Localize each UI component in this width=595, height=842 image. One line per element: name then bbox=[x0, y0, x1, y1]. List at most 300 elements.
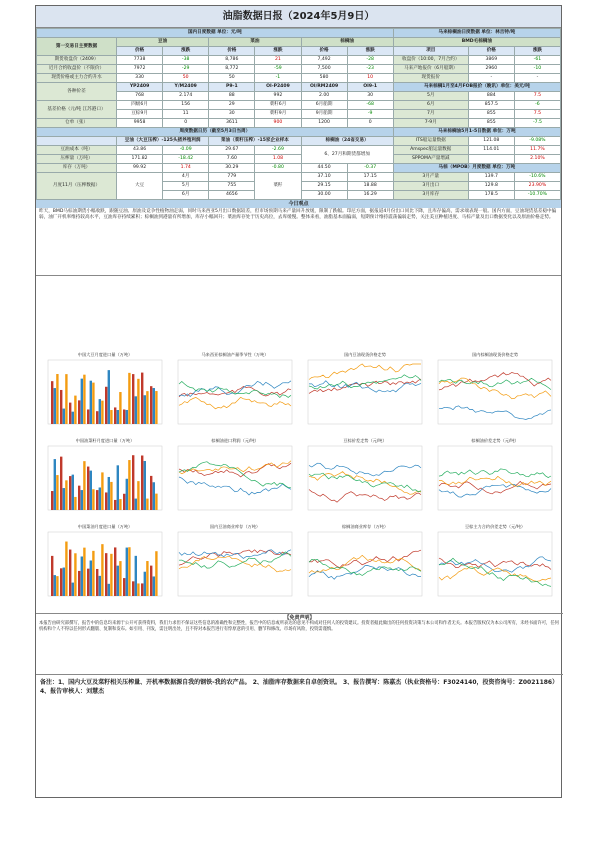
bar-mark bbox=[72, 412, 74, 424]
row-label: SPPOMA产量增减 bbox=[393, 155, 468, 164]
bar-mark bbox=[65, 374, 67, 424]
plot-frame bbox=[178, 532, 292, 596]
bar-mark bbox=[126, 410, 128, 424]
cell: 178.5 bbox=[468, 191, 514, 200]
weekly-col: 豆油（大豆压榨）-125头猪养殖利润 bbox=[117, 137, 209, 146]
col-change: 涨跌 bbox=[347, 47, 393, 56]
bar-mark bbox=[54, 459, 56, 510]
cell: 30.29 bbox=[209, 164, 255, 173]
bar-mark bbox=[114, 407, 116, 424]
bar-mark bbox=[96, 569, 98, 596]
weekly-header: 周度数据日历（截至5月3日当周） bbox=[37, 128, 394, 137]
cell: 11.7% bbox=[514, 146, 560, 155]
bar-mark bbox=[146, 391, 148, 424]
cell: -7.5 bbox=[514, 119, 560, 128]
cell: 7972 bbox=[117, 65, 163, 74]
row-label: 期货收盘价（2409） bbox=[37, 56, 117, 65]
cell: - bbox=[468, 74, 514, 83]
bar-mark bbox=[56, 576, 58, 596]
bar-mark bbox=[56, 475, 58, 510]
chart-title: 国内棕榈油现货价格走势 bbox=[471, 352, 519, 357]
chart-plot bbox=[170, 358, 296, 432]
series-line bbox=[439, 469, 551, 478]
cell: 1.74 bbox=[163, 164, 209, 173]
row-label: 压榨量（万吨） bbox=[37, 155, 117, 164]
chart-title: 中国大豆月度进口量（万吨） bbox=[77, 352, 133, 357]
cell: 779 bbox=[209, 173, 255, 182]
cell: 855 bbox=[468, 110, 514, 119]
bar-mark bbox=[74, 553, 76, 596]
cell: 7.5 bbox=[514, 92, 560, 101]
row-label: 3月产量 bbox=[393, 173, 468, 182]
chart-panel bbox=[300, 437, 430, 521]
bar-mark bbox=[141, 456, 143, 511]
cell: 2.00 bbox=[301, 92, 347, 101]
chart-panel bbox=[300, 523, 430, 607]
bar-mark bbox=[132, 374, 134, 424]
chart-plot bbox=[40, 530, 166, 604]
series-line bbox=[309, 490, 421, 503]
cell: 43.86 bbox=[117, 146, 163, 155]
cell: 30.00 bbox=[301, 191, 347, 200]
group-bmd: BMD毛棕榈油 bbox=[393, 38, 560, 47]
cell: 四级6月 bbox=[117, 101, 163, 110]
output-label: 月度11月（压榨数据） bbox=[37, 173, 117, 200]
cell: -0.37 bbox=[347, 164, 393, 173]
cell: 768 bbox=[117, 92, 163, 101]
bar-mark bbox=[69, 403, 71, 424]
cell: 10 bbox=[347, 74, 393, 83]
chart-plot bbox=[40, 358, 166, 432]
bar-mark bbox=[99, 399, 101, 424]
bar-mark bbox=[78, 486, 80, 510]
cell: -10.6% bbox=[514, 173, 560, 182]
report-page bbox=[35, 5, 562, 798]
cell: 30 bbox=[347, 92, 393, 101]
group-palm: 棕榈油 bbox=[301, 38, 393, 47]
chart-panel bbox=[170, 523, 300, 607]
row-label: 7月 bbox=[393, 110, 468, 119]
bar-mark bbox=[99, 576, 101, 596]
plot-frame bbox=[438, 360, 552, 424]
bar-mark bbox=[119, 392, 121, 424]
cell: 900 bbox=[255, 119, 301, 128]
bar-mark bbox=[119, 499, 121, 510]
series-line bbox=[309, 472, 421, 495]
cell: 129.8 bbox=[468, 182, 514, 191]
col-price: 价格 bbox=[117, 47, 163, 56]
bar-mark bbox=[141, 373, 143, 424]
cell: 18.88 bbox=[347, 182, 393, 191]
cell: 3869 bbox=[468, 56, 514, 65]
bar-mark bbox=[155, 494, 157, 510]
bar-mark bbox=[101, 544, 103, 596]
cell: 豆棕9月 bbox=[117, 110, 163, 119]
bar-mark bbox=[87, 467, 89, 510]
series-line bbox=[179, 397, 291, 409]
row-label: 豆油成本（吨） bbox=[37, 146, 117, 155]
bar-mark bbox=[51, 491, 53, 510]
cell: 330 bbox=[117, 74, 163, 83]
bar-mark bbox=[128, 373, 130, 424]
cell: 99.92 bbox=[117, 164, 163, 173]
cell: -0.09 bbox=[163, 146, 209, 155]
malaysia-header: 马来棕榈油日度数据 单位：林吉特/吨 bbox=[393, 29, 560, 38]
chart-plot bbox=[430, 530, 556, 604]
bar-mark bbox=[117, 566, 119, 596]
row-label: 现货价格或主力合约升水 bbox=[37, 74, 117, 83]
row-label: 仓单（张） bbox=[37, 119, 117, 128]
row-label: 现货报价 bbox=[393, 74, 468, 83]
bar-mark bbox=[126, 548, 128, 596]
bar-mark bbox=[117, 465, 119, 510]
cell: 7,492 bbox=[301, 56, 347, 65]
cell: 23.90% bbox=[514, 182, 560, 191]
chart-title: 豆棕主力合约价差走势（元/吨） bbox=[464, 524, 526, 529]
bar-mark bbox=[54, 388, 56, 424]
footer-line1: 备注：1、国内大豆及菜籽相关压榨量、开机率数据源自我的钢铁-我的农产品。 2、油脂库存数据来自卓创资讯。 3、报告撰写：陈嘉杰（执业资格号：F3024140，投资咨询号：Z0021186） bbox=[40, 679, 559, 686]
cell: 16.29 bbox=[347, 191, 393, 200]
table-row bbox=[37, 74, 561, 83]
bar-mark bbox=[78, 400, 80, 424]
bar-mark bbox=[108, 477, 110, 510]
spread-label: 各种价差 bbox=[37, 83, 117, 101]
disclaimer bbox=[36, 613, 563, 671]
chart-title: 棕榈油商业库存（万吨） bbox=[341, 524, 389, 529]
mpob-header: 马棕（MPOB）月度数据 单位：万吨 bbox=[393, 164, 560, 173]
cell: 37.10 bbox=[301, 173, 347, 182]
chart-grid bbox=[36, 351, 563, 611]
chart-title: 马来西亚棕榈油产量季节性（万吨） bbox=[201, 352, 269, 357]
cell: 4656 bbox=[209, 191, 255, 200]
cell: 114.01 bbox=[468, 146, 514, 155]
cell: -0.80 bbox=[255, 164, 301, 173]
series-line bbox=[439, 558, 551, 586]
cell: 5月 bbox=[163, 182, 209, 191]
bar-mark bbox=[155, 551, 157, 596]
cell: 992 bbox=[255, 92, 301, 101]
cell: 29.15 bbox=[301, 182, 347, 191]
bar-mark bbox=[56, 374, 58, 424]
bar-mark bbox=[114, 547, 116, 596]
cell: 139.7 bbox=[468, 173, 514, 182]
cell: -6 bbox=[514, 101, 560, 110]
bar-mark bbox=[51, 381, 53, 424]
cell: - bbox=[514, 74, 560, 83]
bar-mark bbox=[83, 375, 85, 424]
cell: 2.174 bbox=[163, 92, 209, 101]
chart-title: 棕榈油价差走势（元/吨） bbox=[471, 438, 519, 443]
cell: 菜籽6月 bbox=[255, 101, 301, 110]
footer-notes bbox=[36, 674, 563, 704]
cell: -38 bbox=[163, 56, 209, 65]
spread-head: Y/M2409 bbox=[163, 83, 209, 92]
series-line bbox=[309, 364, 421, 380]
bar-mark bbox=[153, 482, 155, 510]
bar-mark bbox=[69, 550, 71, 596]
bar-mark bbox=[135, 556, 137, 596]
cell: -59 bbox=[255, 65, 301, 74]
cell: 0 bbox=[163, 119, 209, 128]
domestic-header: 国内日度数据 单位：元/吨 bbox=[37, 29, 394, 38]
bar-mark bbox=[153, 576, 155, 596]
cell: 7738 bbox=[117, 56, 163, 65]
weekly-col: 棕榈油（24省交易） bbox=[301, 137, 393, 146]
bar-mark bbox=[132, 455, 134, 510]
table-row bbox=[37, 101, 561, 110]
cell: 9月船期 bbox=[301, 110, 347, 119]
my-weekly-header: 马来棕榈油5月1-5日数据 单位：万吨 bbox=[393, 128, 560, 137]
bar-mark bbox=[63, 409, 65, 424]
bar-mark bbox=[60, 568, 62, 596]
bar-mark bbox=[83, 461, 85, 510]
series-line bbox=[179, 477, 291, 495]
table-row bbox=[37, 119, 561, 128]
cell: -18.42 bbox=[163, 155, 209, 164]
table-row bbox=[37, 65, 561, 74]
bar-mark bbox=[81, 379, 83, 424]
plot-frame bbox=[438, 446, 552, 510]
series-line bbox=[439, 373, 551, 390]
cell: 884 bbox=[468, 92, 514, 101]
bar-mark bbox=[141, 583, 143, 596]
cell: 9958 bbox=[117, 119, 163, 128]
blank-cell bbox=[37, 137, 117, 146]
cell: 580 bbox=[301, 74, 347, 83]
series-line bbox=[179, 556, 291, 572]
bar-mark bbox=[99, 487, 101, 510]
table-row bbox=[37, 146, 561, 155]
row-label: 收盘价（10:00，7月合约） bbox=[393, 56, 468, 65]
bar-mark bbox=[105, 387, 107, 424]
bar-mark bbox=[137, 379, 139, 424]
bar-mark bbox=[123, 578, 125, 596]
cell: -29 bbox=[163, 65, 209, 74]
bar-mark bbox=[74, 497, 76, 510]
chart-plot bbox=[430, 358, 556, 432]
bar-mark bbox=[65, 480, 67, 510]
report-title: 油脂数据日报（2024年5月9日） bbox=[36, 6, 561, 28]
chart-panel bbox=[170, 351, 300, 435]
bar-mark bbox=[123, 409, 125, 424]
cell: -10 bbox=[514, 65, 560, 74]
bar-mark bbox=[72, 583, 74, 596]
col-price: 价格 bbox=[301, 47, 347, 56]
row-label: 3月库存 bbox=[393, 191, 468, 200]
series-line bbox=[309, 375, 421, 389]
commentary-text: 昨天，BMD马棕油期货小幅收跌，跟随豆油、原油及竞争性植物油走弱，同时马来西亚5月出口数据较差，但市场预期马来产量回升放缓，限制了跌幅。印尼方面，据报道4月份出口同比下降，且库存偏高，需求端表现一般。国内方面，豆油现货基差稳中偏弱，油厂开机率维持较高水平，豆油库存持续累积；棕榈油到港量有所增加，库存小幅回升；菜油库存处于历史高位，去库缓慢。整体来看，油脂基本面偏弱，短期预计维持震荡偏弱走势，关注美豆种植进度、马棕产量及出口数据变化以及原油价格走势。 bbox=[36, 208, 561, 276]
section-label: 第一交易日主要数据 bbox=[37, 38, 117, 56]
chart-panel bbox=[430, 437, 560, 521]
plot-frame bbox=[308, 360, 422, 424]
chart-plot bbox=[170, 444, 296, 518]
cell: 1200 bbox=[301, 119, 347, 128]
cell: -2.69 bbox=[255, 146, 301, 155]
series-line bbox=[439, 406, 551, 420]
table-row bbox=[37, 56, 561, 65]
bar-mark bbox=[90, 381, 92, 424]
chart-title: 国内豆油现货价格走势 bbox=[344, 352, 386, 357]
cell: 50 bbox=[209, 74, 255, 83]
bar-mark bbox=[153, 388, 155, 424]
weekly-col: 菜油（菜籽压榨）-15家企业样本 bbox=[209, 137, 301, 146]
bar-mark bbox=[117, 410, 119, 424]
series-line bbox=[179, 382, 291, 398]
bar-mark bbox=[54, 575, 56, 596]
bar-mark bbox=[63, 488, 65, 510]
col-price: 价格 bbox=[209, 47, 255, 56]
cell: 755 bbox=[209, 182, 255, 191]
row-label: 6月 bbox=[393, 101, 468, 110]
bar-mark bbox=[155, 391, 157, 424]
bar-mark bbox=[144, 395, 146, 424]
bar-mark bbox=[87, 409, 89, 424]
cell: 8,786 bbox=[209, 56, 255, 65]
chart-title: 棕榈油进口利润（元/吨） bbox=[211, 438, 259, 443]
chart-panel bbox=[430, 351, 560, 435]
cell: 30 bbox=[209, 110, 255, 119]
footer-line2: 4、报告审核人：刘慧杰 bbox=[40, 688, 105, 695]
chart-title: 国内豆油商业库存（万吨） bbox=[209, 524, 261, 529]
chart-panel bbox=[40, 351, 170, 435]
col-price: 价格 bbox=[468, 47, 514, 56]
series-line bbox=[439, 378, 551, 399]
bar-mark bbox=[90, 471, 92, 510]
cell: 855 bbox=[468, 119, 514, 128]
cell: 156 bbox=[163, 101, 209, 110]
bar-mark bbox=[81, 490, 83, 510]
col-item: 项目 bbox=[393, 47, 468, 56]
cell: -9.08% bbox=[514, 137, 560, 146]
bar-mark bbox=[74, 396, 76, 424]
bar-mark bbox=[92, 383, 94, 424]
cell: 1.08 bbox=[255, 155, 301, 164]
chart-panel bbox=[40, 437, 170, 521]
row-label: 7-9月 bbox=[393, 119, 468, 128]
chart-plot bbox=[300, 358, 426, 432]
cell: 121.08 bbox=[468, 137, 514, 146]
bar-mark bbox=[135, 396, 137, 424]
bar-mark bbox=[110, 482, 112, 510]
bar-mark bbox=[96, 411, 98, 424]
bar-mark bbox=[135, 499, 137, 510]
bar-mark bbox=[146, 499, 148, 510]
col-change: 涨跌 bbox=[163, 47, 209, 56]
chart-plot bbox=[170, 530, 296, 604]
chart-panel bbox=[40, 523, 170, 607]
chart-plot bbox=[40, 444, 166, 518]
spread-head: OI/RM2409 bbox=[301, 83, 347, 92]
bar-mark bbox=[105, 553, 107, 596]
table-row bbox=[37, 164, 561, 173]
cell: 2.10% bbox=[514, 155, 560, 164]
basis-label: 基差价格（元/吨 江苏港口） bbox=[37, 101, 117, 119]
plot-frame bbox=[308, 532, 422, 596]
series-line bbox=[309, 559, 421, 575]
series-line bbox=[439, 558, 551, 569]
row-label: Amspec船运量数据 bbox=[393, 146, 468, 155]
spread-head: P9-1 bbox=[209, 83, 255, 92]
row-label: 3月出口 bbox=[393, 182, 468, 191]
group-soy: 豆油 bbox=[117, 38, 209, 47]
row-label: ITS船运量数据 bbox=[393, 137, 468, 146]
bar-mark bbox=[92, 489, 94, 510]
bar-mark bbox=[101, 472, 103, 510]
cell: 大豆 bbox=[117, 173, 163, 200]
cell: -61 bbox=[514, 56, 560, 65]
chart-title: 中国菜油月度进口量（万吨） bbox=[77, 524, 133, 529]
bar-mark bbox=[92, 551, 94, 596]
bar-mark bbox=[150, 476, 152, 510]
bar-mark bbox=[128, 460, 130, 510]
cell: 29 bbox=[209, 101, 255, 110]
bar-mark bbox=[132, 581, 134, 596]
col-change: 涨跌 bbox=[255, 47, 301, 56]
cell: -10.70% bbox=[514, 191, 560, 200]
cell: -23 bbox=[347, 65, 393, 74]
chart-panel bbox=[170, 437, 300, 521]
bar-mark bbox=[144, 572, 146, 596]
bar-mark bbox=[51, 556, 53, 596]
cell: 21 bbox=[255, 56, 301, 65]
cell: 88 bbox=[209, 92, 255, 101]
bar-mark bbox=[119, 561, 121, 596]
bar-mark bbox=[101, 401, 103, 424]
table-row bbox=[37, 173, 561, 182]
chart-plot bbox=[300, 444, 426, 518]
cell: 857.5 bbox=[468, 101, 514, 110]
bar-mark bbox=[126, 479, 128, 510]
cell: 6月 bbox=[163, 191, 209, 200]
chart-title: 中国油菜籽月度进口量（万吨） bbox=[75, 438, 135, 443]
weekly-note: 6、27月和期货都增加 bbox=[301, 146, 393, 164]
bar-mark bbox=[69, 476, 71, 510]
spread-head: YP2409 bbox=[117, 83, 163, 92]
series-line bbox=[439, 378, 551, 389]
plot-frame bbox=[178, 446, 292, 510]
bar-mark bbox=[150, 566, 152, 596]
series-line bbox=[439, 567, 551, 582]
bar-mark bbox=[114, 500, 116, 510]
cell: 11 bbox=[163, 110, 209, 119]
series-line bbox=[439, 476, 551, 486]
bar-mark bbox=[137, 583, 139, 596]
cell: 7,500 bbox=[301, 65, 347, 74]
bar-mark bbox=[108, 584, 110, 596]
top-header-table bbox=[36, 28, 561, 200]
bar-mark bbox=[90, 561, 92, 596]
cell: 6月船期 bbox=[301, 101, 347, 110]
cell: 0 bbox=[347, 119, 393, 128]
bar-mark bbox=[108, 370, 110, 424]
bar-mark bbox=[96, 490, 98, 510]
chart-title: 豆棕价差走势（元/吨） bbox=[343, 438, 387, 443]
row-label: 库存（万吨） bbox=[37, 164, 117, 173]
spread-head: OI-P2409 bbox=[255, 83, 301, 92]
col-change: 涨跌 bbox=[514, 47, 560, 56]
cell: 17.15 bbox=[347, 173, 393, 182]
bar-mark bbox=[60, 457, 62, 510]
cell: 7.5 bbox=[514, 110, 560, 119]
spread-head: OI9-1 bbox=[347, 83, 393, 92]
cell: -1 bbox=[255, 74, 301, 83]
bar-mark bbox=[128, 547, 130, 596]
chart-panel bbox=[300, 351, 430, 435]
cell: 50 bbox=[163, 74, 209, 83]
bar-mark bbox=[146, 561, 148, 596]
cell: 8,772 bbox=[209, 65, 255, 74]
bar-mark bbox=[87, 569, 89, 596]
